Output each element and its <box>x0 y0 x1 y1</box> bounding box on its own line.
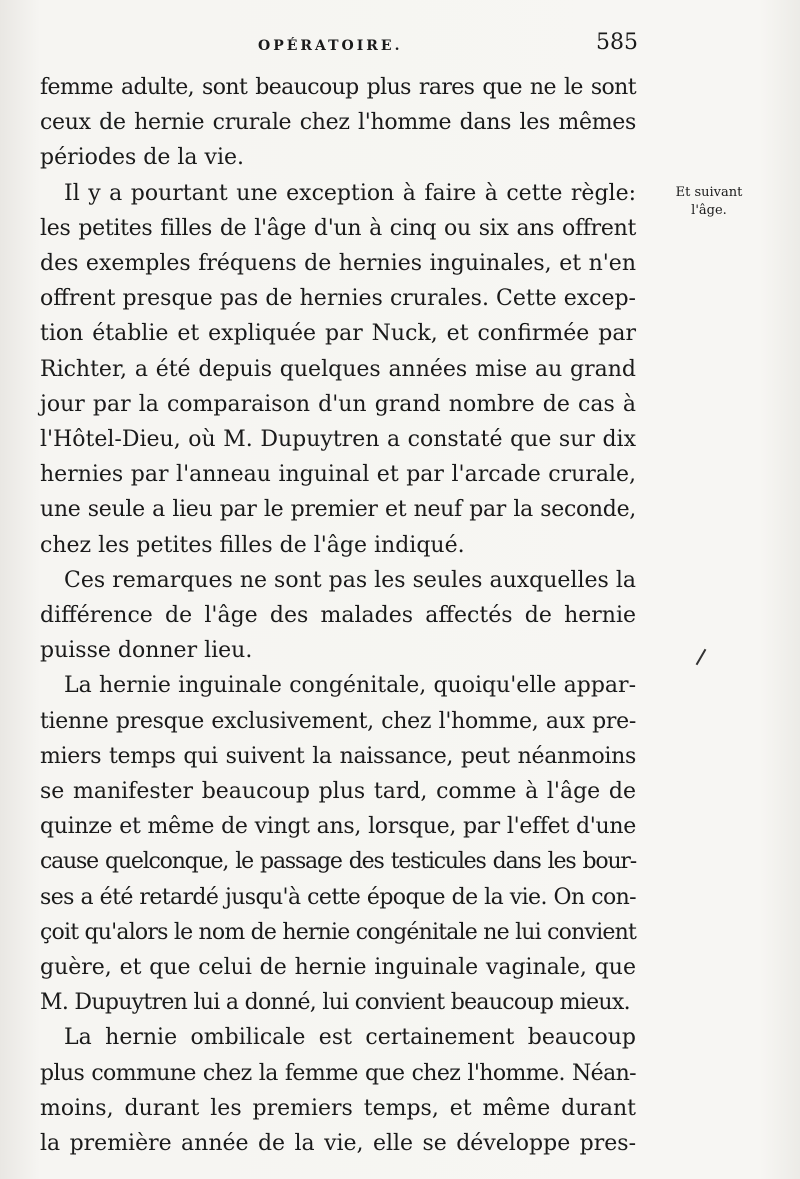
margin-note-line: l'âge. <box>691 203 727 218</box>
text-line: tion établie et expliquée par Nuck, et confirmée par <box>40 321 636 347</box>
paragraph-4 <box>40 668 636 1020</box>
text-line: plus commune chez la femme que chez l'homme. Néan- <box>40 1060 636 1086</box>
body-text <box>40 70 636 1161</box>
text-line: La hernie ombilicale est certainement beaucoup <box>64 1025 636 1051</box>
page-number: 585 <box>596 30 638 55</box>
text-line: ses a été retardé jusqu'à cette époque de la vie. On con- <box>40 884 636 910</box>
text-line: se manifester beaucoup plus tard, comme à l'âge de <box>40 779 636 805</box>
margin-pencil-mark <box>696 649 707 666</box>
paragraph-1 <box>40 70 636 176</box>
text-line: miers temps qui suivent la naissance, peut néanmoins <box>40 743 636 769</box>
text-line: La hernie inguinale congénitale, quoiqu'elle appar- <box>64 673 636 699</box>
text-line: puisse donner lieu. <box>40 638 253 664</box>
text-line: des exemples fréquens de hernies inguinales, et n'en <box>40 251 636 277</box>
text-line: hernies par l'anneau inguinal et par l'arcade crurale, <box>40 462 636 488</box>
text-line: cause quelconque, le passage des testicules dans les bour- <box>40 849 636 875</box>
text-line: une seule a lieu par le premier et neuf par la seconde, <box>40 497 636 523</box>
text-line: çoit qu'alors le nom de hernie congénitale ne lui convient <box>40 919 636 945</box>
paragraph-3 <box>40 563 636 669</box>
paragraph-2 <box>40 176 636 563</box>
text-line: tienne presque exclusivement, chez l'homme, aux pre- <box>40 708 636 734</box>
text-line: Richter, a été depuis quelques années mise au grand <box>40 356 636 382</box>
running-head: OPÉRATOIRE. <box>258 38 403 54</box>
text-line: ceux de hernie crurale chez l'homme dans les mêmes <box>40 110 636 136</box>
text-line: offrent presque pas de hernies crurales. Cette excep- <box>40 286 636 312</box>
text-line: chez les petites filles de l'âge indiqué. <box>40 532 465 558</box>
text-line: M. Dupuytren lui a donné, lui convient beaucoup mieux. <box>40 990 630 1016</box>
text-line: femme adulte, sont beaucoup plus rares que ne le sont <box>40 75 636 100</box>
text-line: quinze et même de vingt ans, lorsque, par l'effet d'une <box>40 814 636 840</box>
text-line: différence de l'âge des malades affectés de hernie <box>40 603 636 629</box>
page-header <box>40 30 640 64</box>
margin-note <box>654 184 764 220</box>
text-line: guère, et que celui de hernie inguinale vaginale, que <box>40 955 636 981</box>
text-line: périodes de la vie. <box>40 145 245 171</box>
text-line: moins, durant les premiers temps, et même durant <box>40 1095 636 1121</box>
margin-note-line: Et suivant <box>675 185 743 200</box>
text-line: la première année de la vie, elle se développe pres- <box>40 1131 636 1157</box>
text-line: Il y a pourtant une exception à faire à cette règle: <box>64 180 636 206</box>
text-line: Ces remarques ne sont pas les seules auxquelles la <box>64 567 636 593</box>
text-line: l'Hôtel-Dieu, où M. Dupuytren a constaté que sur dix <box>40 427 636 453</box>
paragraph-5 <box>40 1020 636 1161</box>
text-line: les petites filles de l'âge d'un à cinq ou six ans offrent <box>40 215 636 241</box>
text-line: jour par la comparaison d'un grand nombre de cas à <box>40 391 636 417</box>
